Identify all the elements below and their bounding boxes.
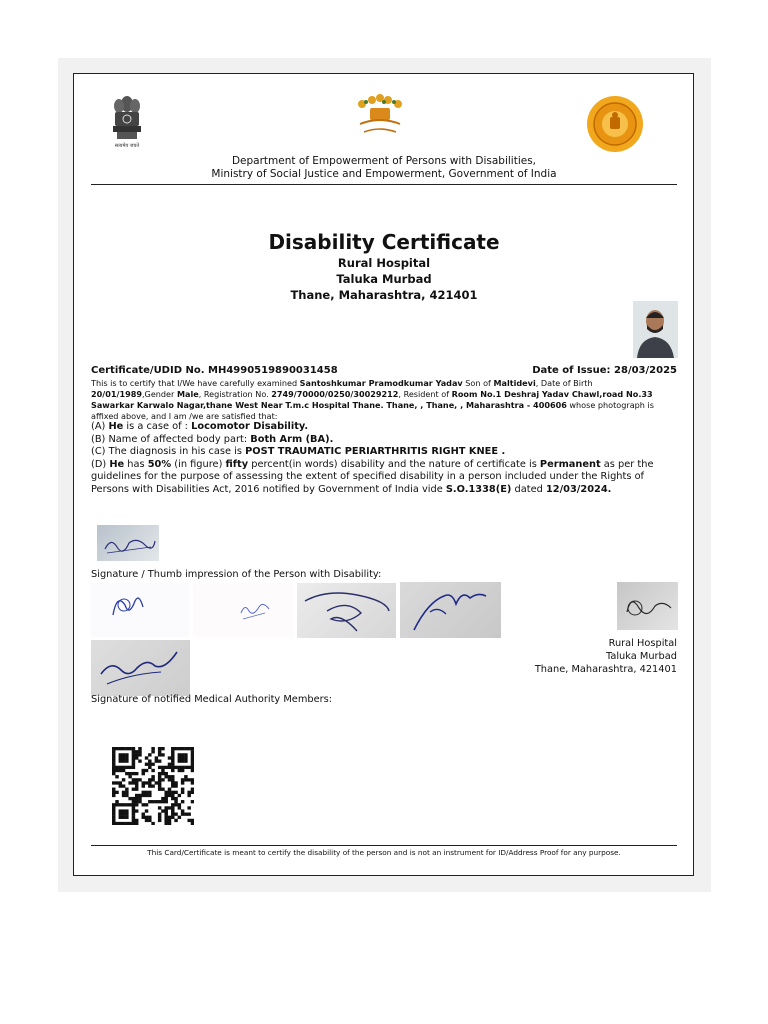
person-name: Santoshkumar Pramodkumar Yadav: [299, 378, 463, 388]
certification-paragraph: [91, 378, 677, 422]
item-text: dated: [511, 483, 546, 495]
body-text: , Resident of: [398, 389, 452, 399]
item-text: has: [124, 458, 148, 470]
issuer-location: Thane, Maharashtra, 421401: [534, 664, 677, 675]
issuer-hospital: Rural Hospital: [608, 638, 677, 649]
udid-number: [91, 365, 338, 376]
body-text: ,Gender: [141, 389, 177, 399]
affected-body-part: Both Arm (BA).: [250, 433, 334, 445]
ministry-name: Ministry of Social Justice and Empowerment, Government of India: [211, 168, 557, 180]
item-b: [91, 434, 677, 447]
item-text: percent(in words) disability and the nature of certificate is: [248, 458, 540, 470]
address: Room No.1 Deshraj Yadav Chawl,road No.33 Sawarkar Karwalo Nagar,thane West Near T.m.c Hospital Thane. Thane, , Thane, , Maharashtra - 400606: [91, 389, 653, 410]
medical-member-signature: [400, 582, 501, 638]
disability-details: [91, 421, 677, 497]
issuer-location: Thane, Maharashtra, 421401: [290, 288, 478, 302]
disability-type: Locomotor Disability.: [191, 421, 309, 432]
maharashtra-seal-icon: [352, 94, 408, 138]
issuer-taluka: Taluka Murbad: [605, 651, 677, 662]
item-a: [91, 421, 677, 434]
medical-member-signature: [617, 582, 678, 630]
issuer-hospital: Rural Hospital: [337, 256, 431, 270]
issue-date-label: Date of Issue:: [532, 365, 611, 376]
certificate-nature: Permanent: [539, 458, 601, 470]
issuer-address-block: [535, 637, 677, 676]
date-of-birth: 20/01/1989: [91, 389, 142, 399]
item-text: (C) The diagnosis in his case is: [91, 446, 246, 458]
department-heading: [91, 155, 677, 181]
footer-divider: [91, 845, 677, 846]
item-text: (A): [91, 421, 109, 432]
page-title: Disability Certificate: [268, 230, 500, 254]
medical-member-signature: [297, 583, 396, 638]
emblem-caption: सत्यमेव जयते: [114, 143, 140, 149]
diagnosis: POST TRAUMATIC PERIARTHRITIS RIGHT KNEE .: [245, 446, 506, 458]
medical-member-signature: [91, 583, 189, 637]
notification-date: 12/03/2024.: [545, 483, 612, 495]
registration-number: 2749/70000/0250/30029212: [271, 389, 399, 399]
body-text: This is to certify that I/We have carefully examined: [91, 378, 300, 388]
person-signature-image: [97, 525, 159, 561]
item-text: He: [109, 458, 125, 470]
disability-percent-words: fifty: [225, 458, 249, 470]
medical-member-signature: [91, 640, 190, 696]
gender: Male: [176, 389, 199, 399]
item-d: [91, 459, 677, 497]
udid-value: MH4990519890031458: [208, 365, 338, 376]
footer-disclaimer: This Card/Certificate is meant to certify the disability of the person and is not an instrument for ID/Address Proof for any purpose.: [147, 848, 621, 857]
department-name: Department of Empowerment of Persons with Disabilities,: [231, 155, 537, 167]
medical-member-signature: [193, 583, 293, 637]
medical-signature-label: Signature of notified Medical Authority Members:: [91, 694, 333, 705]
maharashtra-govt-seal-icon: [585, 95, 645, 153]
issuer-taluka: Taluka Murbad: [336, 272, 432, 286]
item-text: is a case of :: [123, 421, 192, 432]
body-text: whose photograph is affixed above, and I am /we are satisfied that:: [91, 400, 654, 421]
applicant-photo: [633, 301, 678, 358]
issue-date: [532, 365, 677, 376]
item-text: He: [108, 421, 124, 432]
notification-number: S.O.1338(E): [445, 483, 512, 495]
item-text: (B) Name of affected body part:: [91, 433, 251, 445]
item-text: as per the guidelines for the purpose of assessing the extent of specified disability in a person included under the Rights of Persons with Disabilities Act, 2016 notified by Government of India vide: [91, 458, 654, 495]
item-text: (in figure): [171, 458, 226, 470]
disability-percent: 50%: [147, 458, 172, 470]
person-signature-label: Signature / Thumb impression of the Person with Disability:: [91, 569, 382, 580]
qr-code-icon: [112, 747, 194, 825]
udid-label: Certificate/UDID No.: [91, 365, 205, 376]
parent-name: Maltidevi: [493, 378, 536, 388]
issue-date-value: 28/03/2025: [614, 365, 677, 376]
body-text: , Registration No.: [198, 389, 272, 399]
body-text: , Date of Birth: [535, 378, 593, 388]
item-c: [91, 446, 677, 459]
item-text: (D): [91, 458, 110, 470]
body-text: Son of: [462, 378, 494, 388]
header-divider: [91, 184, 677, 185]
